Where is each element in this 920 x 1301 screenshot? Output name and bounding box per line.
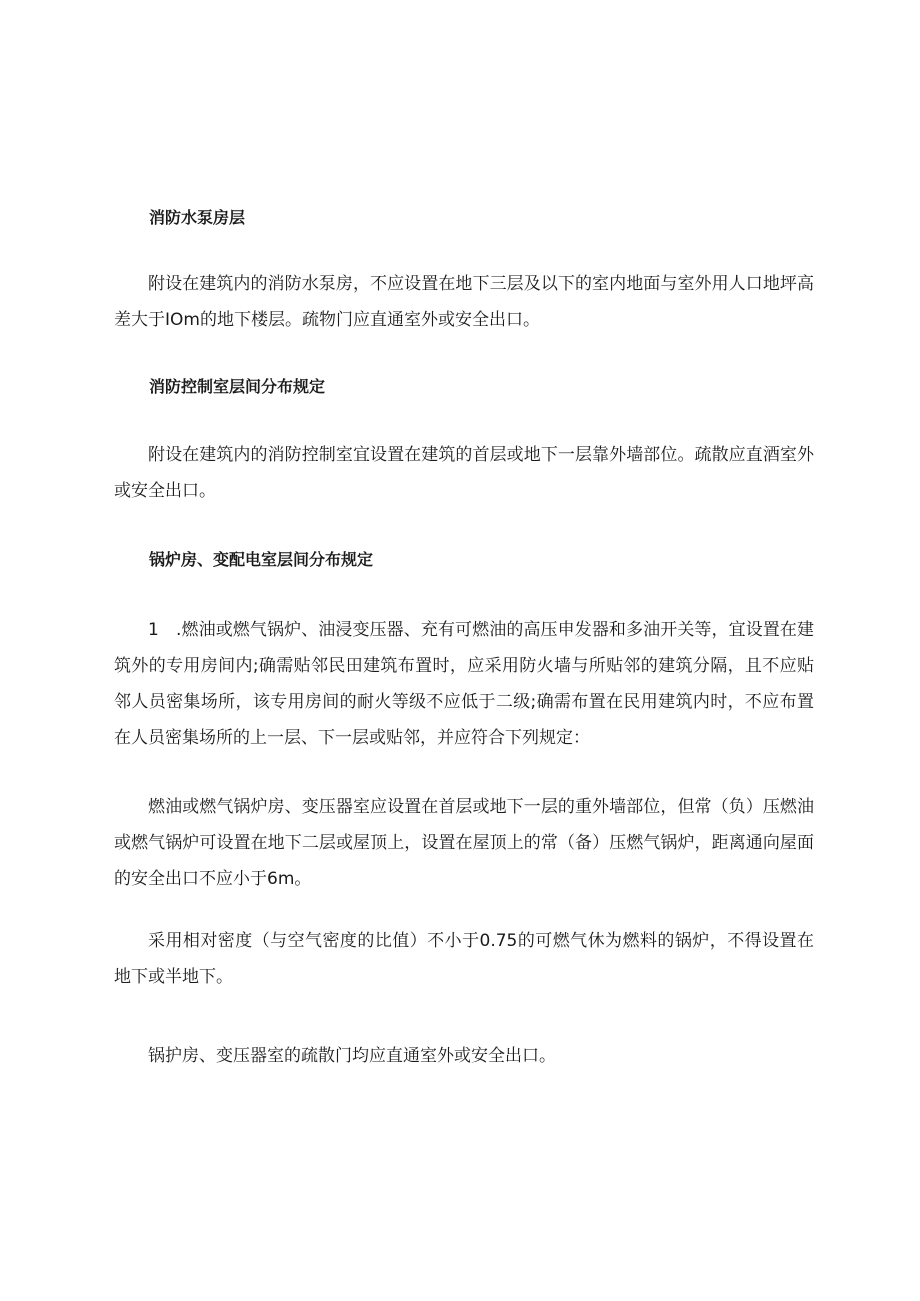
- paragraph-fire-control-room: 附设在建筑内的消防控制室宜设置在建筑的首层或地下一层靠外墙部位。疏散应直酒室外或安全出口。: [114, 445, 814, 501]
- paragraph-boiler-rule-1: 1 .燃油或燃气锅炉、油浸变压器、充有可燃油的高压申发器和多油开关等，宜设置在建筑外的专用房间内;确需贴邻民田建筑布置时，应采用防火墙与所贴邻的建筑分隔，且不应贴邻人员密集场所，该专用房间的耐火等级不应低于二级;确需布置在民用建筑内时，不应布置在人员密集场所的上一层、下一层或贴邻，并应符合下列规定：: [114, 620, 814, 748]
- section-heading-fire-pump-room: 消防水泵房层: [149, 208, 246, 227]
- paragraph-boiler-exit: 锅护房、变压器室的疏散门均应直通室外或安全出口。: [148, 1046, 556, 1066]
- paragraph-boiler-location: 燃油或燃气锅炉房、变压器室应设置在首层或地下一层的重外墙部位，但常（负）压燃油或燃气锅炉可设置在地下二层或屋顶上，设置在屋顶上的常（备）压燃气锅炉，距离通向屋面的安全出口不应小于6m。: [114, 797, 814, 889]
- paragraph-boiler-gas-density: 采用相对密度（与空气密度的比值）不小于0.75的可燃气休为燃料的锅炉，不得设置在地下或半地下。: [114, 931, 814, 987]
- paragraph-fire-pump-room: 附设在建筑内的消防水泵房，不应设置在地下三层及以下的室内地面与室外用人口地坪高差大于IOm的地下楼层。疏物门应直通室外或安全出口。: [114, 274, 814, 330]
- section-heading-fire-control-room: 消防控制室层间分布规定: [149, 377, 326, 396]
- section-heading-boiler-room: 锅炉房、变配电室层间分布规定: [149, 550, 374, 569]
